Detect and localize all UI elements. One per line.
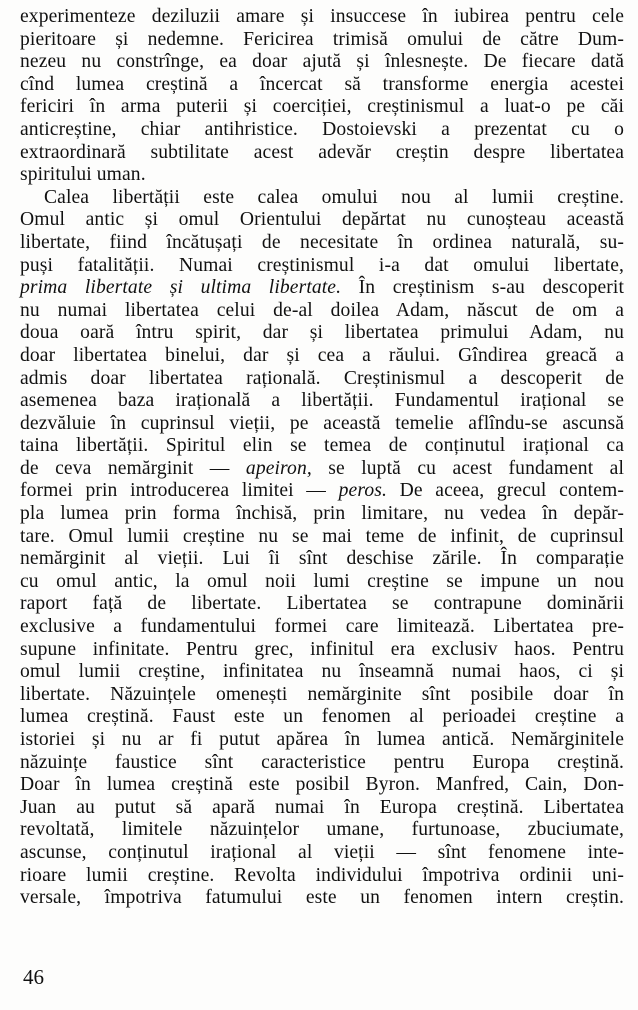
text-line: fericiri în arma puterii și coerciției, creștinismul a luat-o pe căi — [20, 96, 624, 118]
text-line: libertate. Năzuințele omenești nemărginite sînt posibile doar în — [20, 683, 624, 705]
text-line — [20, 458, 624, 481]
text-line: anticreștine, chiar antihristice. Dostoievski a prezentat cu o — [20, 118, 624, 140]
text-line: rioare lumii creștine. Revolta individului împotriva ordinii uni- — [20, 864, 624, 886]
text-span: de ceva nemărginit — — [20, 457, 246, 479]
text-line: admis doar libertatea rațională. Creștinismul a descoperit de — [20, 367, 624, 389]
text-line: Juan au putut să apară numai în Europa creștină. Libertatea — [20, 796, 624, 818]
text-line: libertate, fiind încătușați de necesitate în ordinea naturală, su- — [20, 231, 624, 253]
text-line: năzuințe faustice sînt caracteristice pentru Europa creștină. — [20, 751, 624, 773]
text-line: nemărginit al vieții. Lui îi sînt deschise zările. În comparație — [20, 548, 624, 570]
text-line: asemenea baza irațională a libertății. Fundamentul irațional se — [20, 390, 624, 412]
text-line: tare. Omul lumii creștine nu se mai teme de infinit, de cuprinsul — [20, 525, 624, 547]
text-line: Calea libertății este calea omului nou al lumii creștine. — [44, 186, 624, 208]
text-line — [20, 277, 624, 300]
text-line: dezvăluie în cuprinsul vieții, pe această temelie aflîndu-se ascunsă — [20, 412, 624, 434]
text-span: se luptă cu acest fundament al — [311, 457, 625, 479]
text-line: Omul antic și omul Orientului depărtat nu cunoșteau această — [20, 209, 624, 231]
text-line: pieritoare și nedemne. Fericirea trimisă omului de către Dum- — [20, 28, 624, 50]
text-line: puși fatalității. Numai creștinismul i-a dat omului libertate, — [20, 254, 624, 276]
text-span: În creștinism s-au descoperit — [341, 277, 624, 299]
text-line: cînd lumea creștină a încercat să transforme energia acestei — [20, 73, 624, 95]
text-line: ascunse, conținutul irațional al vieții — sînt fenomene inte- — [20, 841, 624, 863]
text-line: taina libertății. Spiritul elin se temea de conținutul irațional ca — [20, 435, 624, 457]
text-line: pla lumea prin forma închisă, prin limitare, nu vedea în depăr- — [20, 503, 624, 525]
text-line: raport față de libertate. Libertatea se contrapune dominării — [20, 593, 624, 615]
text-line: doar libertatea binelui, dar și cea a răului. Gîndirea greacă a — [20, 344, 624, 366]
text-line: doua oară întru spirit, dar și libertatea primului Adam, nu — [20, 322, 624, 344]
text-line: istoriei și nu ar fi putut apărea în lumea antică. Nemărginitele — [20, 729, 624, 750]
text-line: supune infinitate. Pentru grec, infinitul era exclusiv haos. Pentru — [20, 638, 624, 660]
text-line: experimenteze deziluzii amare și insuccese în iubirea pentru cele — [20, 6, 624, 27]
text-span: formei prin introducerea limitei — — [20, 480, 339, 502]
text-line: spiritului uman. — [20, 164, 146, 186]
text-line: nu numai libertatea celui de-al doilea Adam, născut de om a — [20, 299, 624, 321]
text-line — [20, 480, 624, 503]
text-line: Doar în lumea creștină este posibil Byron. Manfred, Cain, Don- — [20, 774, 624, 796]
text-line: omul lumii creștine, infinitatea nu înseamnă numai haos, ci și — [20, 661, 624, 683]
text-span: De aceea, grecul contem- — [386, 480, 624, 502]
text-line: nezeu nu constrînge, ea doar ajută și înlesnește. De fiecare dată — [20, 51, 624, 73]
text-line: revoltată, limitele năzuințelor umane, furtunoase, zbuciumate, — [20, 819, 624, 841]
text-line: extraordinară subtilitate acest adevăr creștin despre libertatea — [20, 141, 624, 163]
page-number: 46 — [23, 965, 44, 989]
body-text — [20, 6, 624, 910]
italic-phrase: prima libertate și ultima libertate. — [20, 277, 342, 299]
italic-term: peros. — [338, 480, 387, 502]
text-line: versale, împotriva fatumului este un fenomen intern creștin. — [20, 887, 624, 909]
text-line: lumea creștină. Faust este un fenomen al perioadei creștine a — [20, 706, 624, 728]
text-line: cu omul antic, la omul noii lumi creștine se impune un nou — [20, 570, 624, 592]
italic-term: apeiron, — [245, 457, 312, 479]
text-line: exclusive a fundamentului formei care limitează. Libertatea pre- — [20, 616, 624, 638]
